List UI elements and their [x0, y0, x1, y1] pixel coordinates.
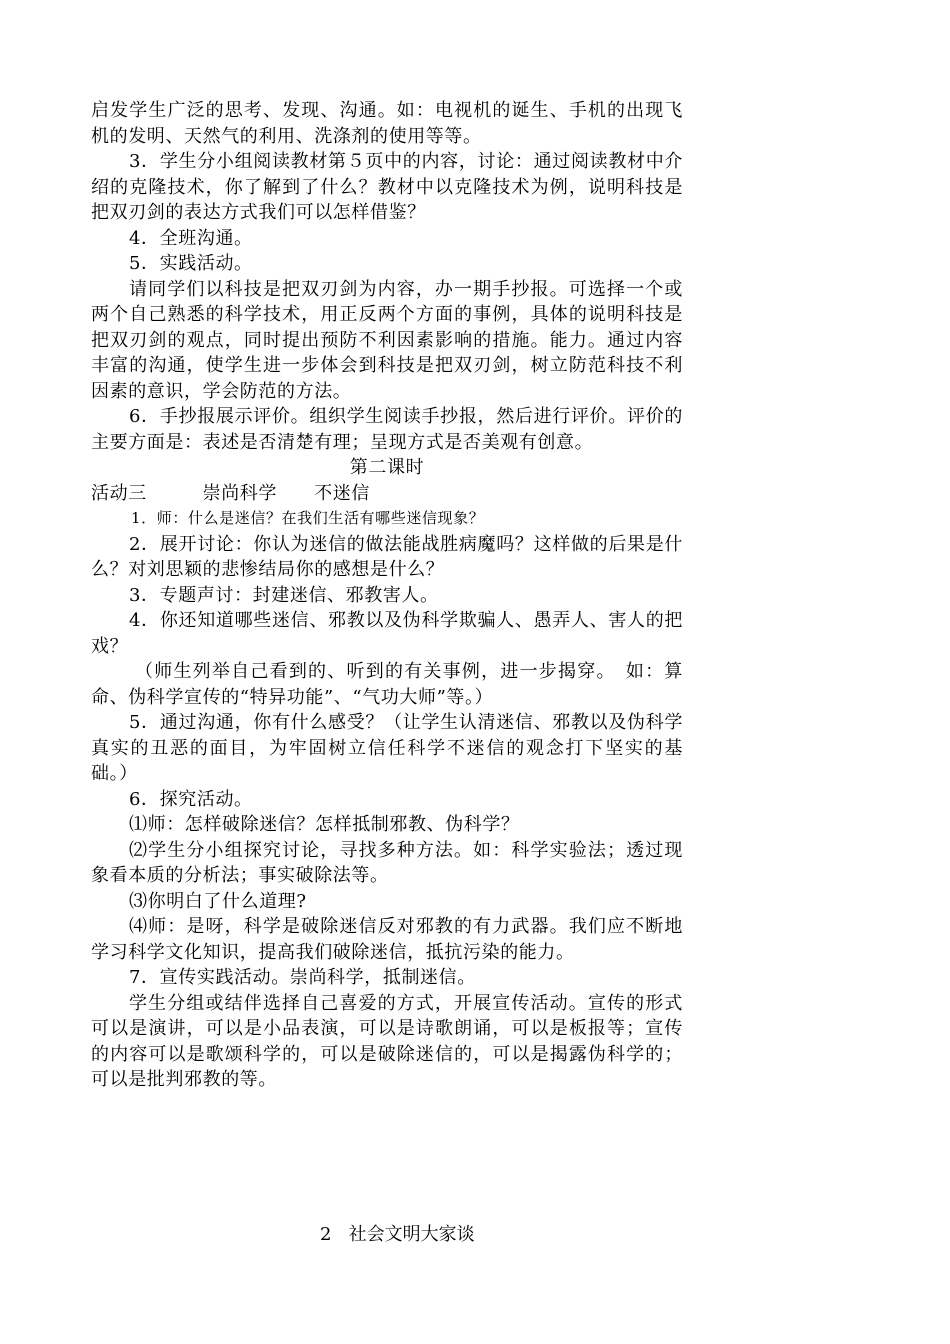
activity-title: 活动三 崇尚科学 不迷信 — [91, 482, 370, 504]
footer-chapter-title: 社会文明大家谈 — [348, 1224, 475, 1245]
paragraph-sub-2: ⑵学生分小组探究讨论，寻找多种方法。如：科学实验法；透过现象看本质的分析法；事实破除法等。 — [91, 839, 683, 886]
document-body — [91, 98, 683, 1093]
paragraph-q6: 6．探究活动。 — [129, 788, 253, 810]
paragraph-sub-4: ⑷师：是呀，科学是破除迷信反对邪教的有力武器。我们应不断地学习科学文化知识，提高我们破除迷信，抵抗污染的能力。 — [91, 916, 683, 963]
paragraph-step-5: 5．实践活动。 — [129, 253, 253, 274]
footer-chapter-number: 2 — [320, 1224, 332, 1245]
paragraph-q7: 7．宣传实践活动。崇尚科学，抵制迷信。 — [129, 967, 476, 988]
paragraph-final: 学生分组或结伴选择自己喜爱的方式，开展宣传活动。宣传的形式可以是演讲，可以是小品表演，可以是诗歌朗诵，可以是板报等；宣传的内容可以是歌颂科学的，可以是破除迷信的，可以是揭露伪科学的；可以是批判邪教的等。 — [91, 992, 683, 1090]
paragraph-q1: 1．师：什么是迷信？在我们生活有哪些迷信现象？ — [131, 509, 485, 527]
paragraph-step-4: 4．全班沟通。 — [129, 227, 253, 249]
paragraph-note: （师生列举自己看到的、听到的有关事例，进一步揭穿。 如：算命、伪科学宣传的“特异功能”、“气功大师”等。） — [91, 661, 683, 708]
paragraph-step-6: 6．手抄报展示评价。组织学生阅读手抄报，然后进行评价。评价的主要方面是：表述是否清楚有理；呈现方式是否美观有创意。 — [91, 406, 683, 453]
paragraph-continued: 启发学生广泛的思考、发现、沟通。如：电视机的诞生、手机的出现飞机的发明、天然气的利用、洗涤剂的使用等等。 — [91, 100, 683, 147]
paragraph-q5: 5．通过沟通，你有什么感受？（让学生认清迷信、邪教以及伪科学真实的丑恶的面目，为牢固树立信任科学不迷信的观念打下坚实的基础。） — [91, 712, 683, 784]
page-footer — [320, 1222, 475, 1247]
paragraph-q4: 4．你还知道哪些迷信、邪教以及伪科学欺骗人、愚弄人、害人的把戏？ — [91, 610, 683, 657]
paragraph-q2: 2．展开讨论：你认为迷信的做法能战胜病魔吗？这样做的后果是什么？对刘思颖的悲惨结局你的感想是什么？ — [91, 533, 683, 580]
paragraph-sub-3: ⑶你明白了什么道理? — [129, 890, 307, 912]
paragraph-practice: 请同学们以科技是把双刃剑为内容，办一期手抄报。可选择一个或两个自己熟悉的科学技术，用正反两个方面的事例，具体的说明科技是把双刃剑的观点，同时提出预防不利因素影响的措施。能力。通过内容丰富的沟通，使学生进一步体会到科技是把双刃剑，树立防范科技不利因素的意识，学会防范的方法。 — [91, 278, 683, 402]
section-heading: 第二课时 — [349, 457, 425, 478]
paragraph-step-3: 3．学生分小组阅读教材第５页中的内容，讨论：通过阅读教材中介绍的克隆技术，你了解到了什么？教材中以克隆技术为例，说明科技是把双刃剑的表达方式我们可以怎样借鉴？ — [91, 151, 683, 223]
paragraph-sub-1: ⑴师：怎样破除迷信？怎样抵制邪教、伪科学？ — [129, 814, 520, 835]
paragraph-q3: 3．专题声讨：封建迷信、邪教害人。 — [129, 584, 439, 606]
